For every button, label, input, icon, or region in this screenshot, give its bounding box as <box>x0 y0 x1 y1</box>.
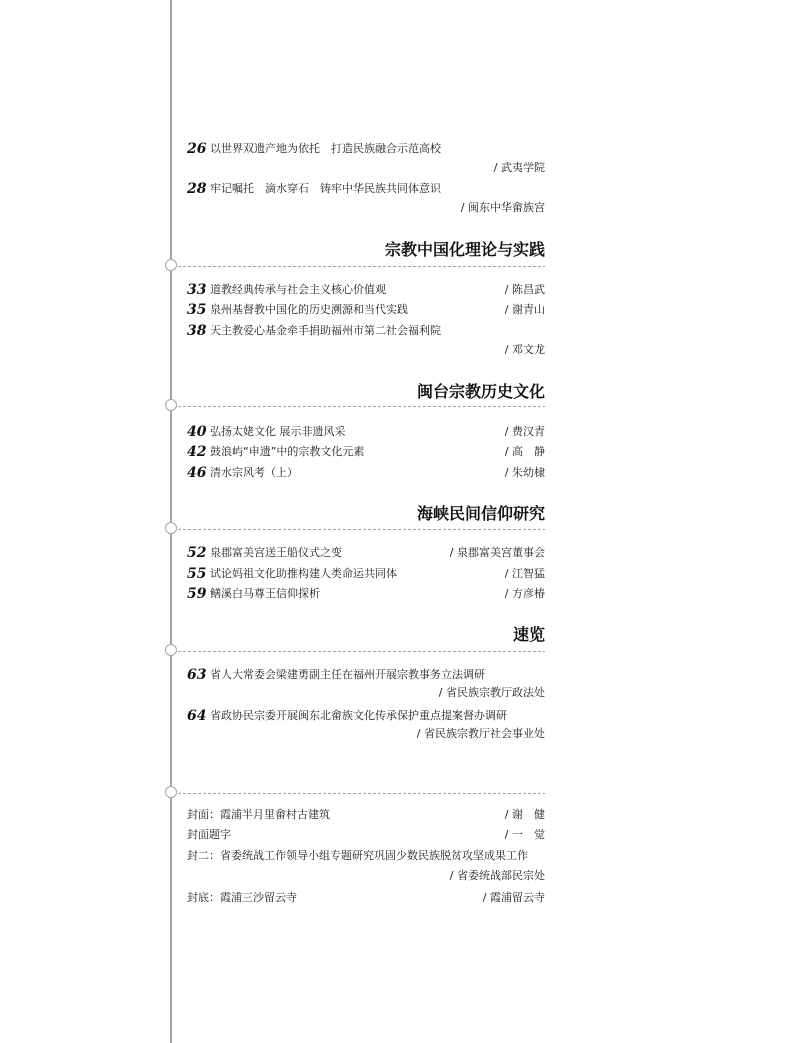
entry-title: 清水宗风考（上） <box>210 466 298 479</box>
page-number: 26 <box>187 141 207 157</box>
entry-author: / 泉郡富美宫董事会 <box>449 546 545 559</box>
cover-credit <box>187 891 545 905</box>
credit-label: 封面题字 <box>187 828 231 841</box>
entry-author: / 费汉青 <box>504 425 545 438</box>
credit-author: / 一 觉 <box>504 828 545 841</box>
page-number: 52 <box>187 545 207 561</box>
entry-title: 天主教爱心基金牵手捐助福州市第二社会福利院 <box>210 324 441 337</box>
entry-title: 试论妈祖文化助推构建人类命运共同体 <box>210 567 397 580</box>
page-number: 42 <box>187 444 207 460</box>
entry-title: 牢记嘱托 滴水穿石 铸牢中华民族共同体意识 <box>210 182 441 195</box>
section-heading: 海峡民间信仰研究 <box>416 504 545 523</box>
toc-entry <box>187 283 545 297</box>
toc-entry <box>187 425 545 439</box>
toc-entry <box>187 142 545 156</box>
entry-author: / 谢青山 <box>504 303 545 316</box>
toc-entry <box>187 567 545 581</box>
cover-credit <box>187 808 545 822</box>
entry-author: / 闽东中华畲族宫 <box>460 201 545 214</box>
entry-title: 弘扬太姥文化 展示非遗风采 <box>210 425 346 438</box>
credit-label: 封二：省委统战工作领导小组专题研究巩固少数民族脱贫攻坚成果工作 <box>187 849 528 862</box>
entry-author: / 邓文龙 <box>504 343 545 356</box>
credits-divider <box>178 793 545 794</box>
entry-title: 泉郡富美宫送王船仪式之变 <box>210 546 342 559</box>
section-heading: 速览 <box>512 625 545 644</box>
page-number: 55 <box>187 566 207 582</box>
section-node-circle <box>165 399 177 411</box>
page-number: 63 <box>187 667 207 683</box>
section-heading: 宗教中国化理论与实践 <box>384 240 545 259</box>
section-heading: 闽台宗教历史文化 <box>416 382 545 401</box>
credit-author: / 省委统战部民宗处 <box>449 869 545 882</box>
entry-author: / 高 静 <box>504 445 545 458</box>
credit-author: / 谢 健 <box>504 808 545 821</box>
entry-author: / 陈昌武 <box>504 283 545 296</box>
entry-title: 省人大常委会梁建勇副主任在福州开展宗教事务立法调研 <box>210 668 485 681</box>
page-number: 28 <box>187 181 207 197</box>
page-number: 38 <box>187 323 207 339</box>
toc-entry <box>187 324 545 338</box>
entry-title: 鼓浪屿“申遗”中的宗教文化元素 <box>210 445 365 458</box>
entry-title: 泉州基督教中国化的历史溯源和当代实践 <box>210 303 408 316</box>
toc-entry <box>187 445 545 459</box>
page-number: 33 <box>187 282 207 298</box>
toc-entry <box>187 668 545 682</box>
section-divider <box>178 529 545 530</box>
credit-label: 封底：霞浦三沙留云寺 <box>187 891 297 904</box>
entry-title: 道教经典传承与社会主义核心价值观 <box>210 283 386 296</box>
credit-label: 封面：霞浦半月里畲村古建筑 <box>187 808 330 821</box>
entry-title: 鳝溪白马尊王信仰探析 <box>210 587 320 600</box>
entry-author: / 江智猛 <box>504 567 545 580</box>
entry-author: / 朱幼棣 <box>504 466 545 479</box>
section-divider <box>178 651 545 652</box>
toc-entry <box>187 303 545 317</box>
section-divider <box>178 266 545 267</box>
cover-credit <box>187 849 545 863</box>
entry-title: 以世界双遗产地为依托 打造民族融合示范高校 <box>210 142 441 155</box>
entry-title: 省政协民宗委开展闽东北畲族文化传承保护重点提案督办调研 <box>210 709 507 722</box>
toc-entry <box>187 182 545 196</box>
toc-entry <box>187 587 545 601</box>
entry-author: / 省民族宗教厅社会事业处 <box>416 727 545 740</box>
page-number: 46 <box>187 465 207 481</box>
cover-credit <box>187 828 545 842</box>
entry-author: / 武夷学院 <box>493 161 545 174</box>
toc-entry <box>187 546 545 560</box>
section-divider <box>178 406 545 407</box>
credit-author: / 霞浦留云寺 <box>482 891 545 904</box>
page-number: 40 <box>187 424 207 440</box>
section-node-circle <box>165 786 177 798</box>
section-node-circle <box>165 522 177 534</box>
entry-author: / 方彦椿 <box>504 587 545 600</box>
page-number: 35 <box>187 302 207 318</box>
section-node-circle <box>165 644 177 656</box>
entry-author: / 省民族宗教厅政法处 <box>438 686 545 699</box>
page-number: 64 <box>187 708 207 724</box>
page-number: 59 <box>187 586 207 602</box>
section-node-circle <box>165 259 177 271</box>
toc-entry <box>187 709 545 723</box>
toc-entry <box>187 466 545 480</box>
